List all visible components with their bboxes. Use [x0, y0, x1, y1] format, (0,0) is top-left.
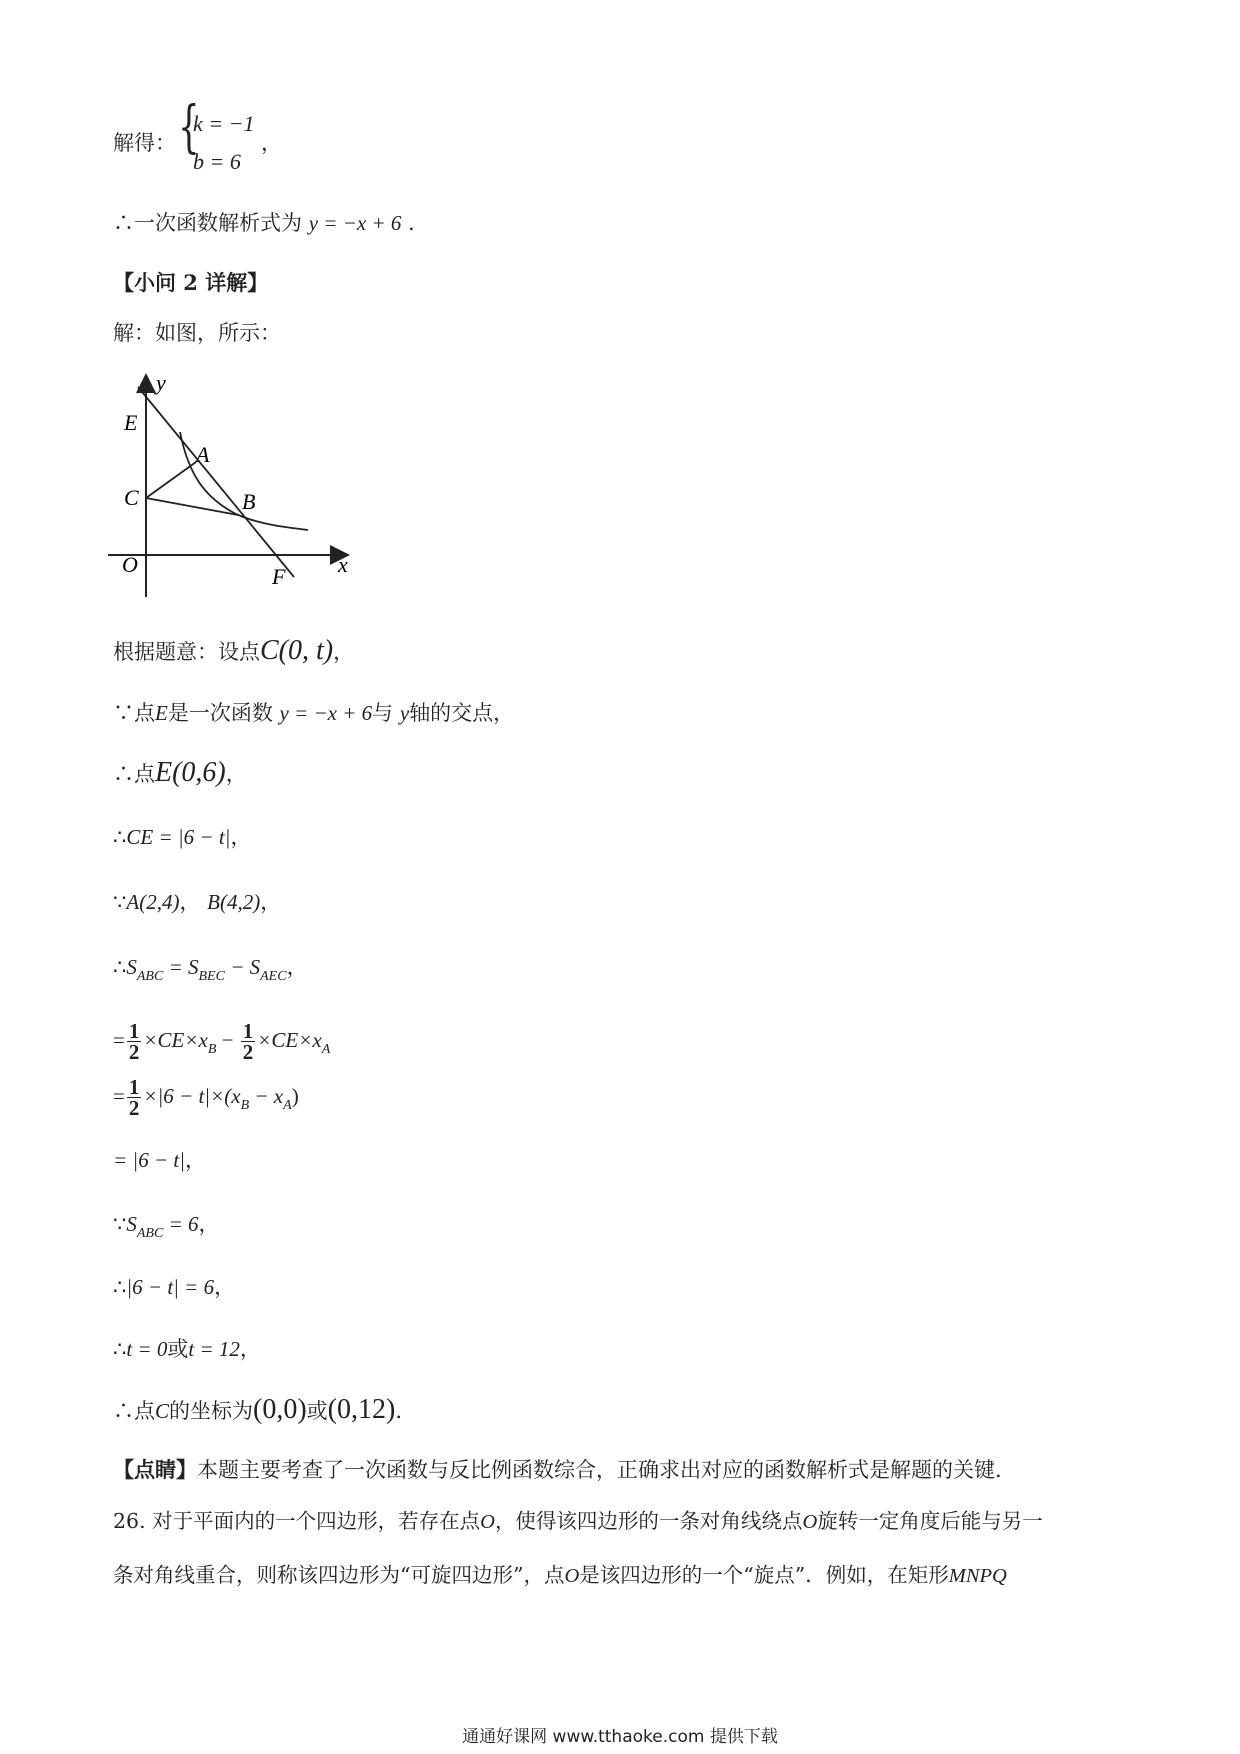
step-11-end: ，: [214, 1275, 236, 1299]
step-3-expr: E(0,6): [155, 757, 226, 788]
problem26-o3: O: [564, 1565, 580, 1587]
step-6-sub1: ABC: [136, 969, 164, 984]
step-1-expr: C(0, t): [260, 635, 334, 666]
problem26-line2: [113, 1560, 1007, 1591]
label-e: E: [124, 410, 138, 435]
fraction-num: 1: [242, 1019, 254, 1043]
step-6: [113, 952, 308, 992]
line-ef: [138, 387, 294, 577]
step-7: [113, 1018, 330, 1072]
step-13-c: C: [155, 1399, 170, 1423]
fraction-den: 2: [128, 1096, 140, 1120]
problem26-o2: O: [802, 1511, 818, 1533]
step-2-expr: y = −x + 6: [279, 701, 373, 725]
equation-k: k = −1: [193, 111, 255, 136]
coordinate-figure: [108, 372, 368, 597]
step-2-y: y: [399, 701, 410, 725]
step-12-end: ，: [239, 1337, 261, 1361]
step-10-end: ，: [198, 1212, 220, 1236]
step-13-b: (0,12): [327, 1394, 396, 1425]
label-b: B: [242, 489, 256, 514]
linear-result-prefix: ∴一次函数解析式为: [113, 211, 302, 235]
step-2-end: 轴的交点，: [409, 701, 515, 725]
step-10-s: S: [126, 1212, 137, 1236]
step-2: [113, 698, 514, 728]
step-5-sep: ，: [179, 890, 201, 914]
step-9-expr: = |6 − t|: [113, 1148, 185, 1172]
step-7-minus: −: [216, 1028, 239, 1052]
step-5-end: ，: [260, 890, 282, 914]
step-1: [113, 636, 354, 667]
problem26-o1: O: [480, 1511, 495, 1533]
section2-title: 【小问 2 详解】: [113, 270, 269, 295]
step-13-mid: 的坐标为: [169, 1399, 254, 1423]
problem26-line1: [113, 1506, 1043, 1537]
step-6-sub2: BEC: [198, 969, 225, 984]
step-6-s1: S: [126, 955, 137, 979]
step-8-suba: A: [283, 1098, 292, 1113]
step-10-prefix: ∵: [113, 1212, 127, 1236]
step-5-a: A(2,4): [126, 890, 180, 914]
step-2-prefix: ∵点: [113, 701, 155, 725]
step-12-b: t = 12: [188, 1337, 240, 1361]
step-1-end: ，: [333, 640, 355, 664]
step-7-suba: A: [321, 1042, 331, 1057]
step-11: [113, 1272, 235, 1302]
system-brace: {: [178, 95, 200, 160]
linear-result-end: .: [408, 211, 415, 235]
step-5: [113, 887, 281, 917]
step-10-sub: ABC: [136, 1226, 164, 1241]
step-6-minus: − S: [224, 955, 261, 979]
step-7-subb: B: [207, 1042, 217, 1057]
step-10-eq: = 6: [163, 1212, 199, 1236]
step-8-close: ): [291, 1084, 299, 1108]
step-2-mid: 是一次函数: [167, 701, 273, 725]
step-13: [113, 1395, 402, 1426]
step-6-eq: = S: [163, 955, 199, 979]
solve-label: 解得：: [113, 131, 176, 155]
problem26-line1-b: ，使得该四边形的一条对角线绕点: [494, 1509, 803, 1533]
fraction-den: 2: [242, 1040, 254, 1064]
step-12-prefix: ∴: [113, 1337, 127, 1361]
step-4: [113, 822, 251, 852]
step-12: [113, 1334, 261, 1364]
step-13-a: (0,0): [253, 1394, 307, 1425]
comment: [113, 1455, 1002, 1485]
solve-tail: ，: [261, 131, 282, 155]
problem26-line2-b: 是该四边形的一个“旋点”．例如，在矩形: [579, 1563, 949, 1587]
step-4-expr: CE = |6 − t|: [126, 825, 231, 849]
solve-system: [113, 95, 413, 185]
step-11-expr: |6 − t| = 6: [126, 1275, 215, 1299]
step-7-a: ×CE×x: [143, 1028, 208, 1052]
step-4-prefix: ∴: [113, 825, 127, 849]
step-13-prefix: ∴点: [113, 1399, 155, 1423]
step-12-or: 或: [167, 1337, 189, 1361]
step-11-prefix: ∴: [113, 1275, 127, 1299]
step-10: [113, 1209, 220, 1249]
step-5-prefix: ∵: [113, 890, 127, 914]
step-7-b: ×CE×x: [257, 1028, 322, 1052]
fraction-half-1: [127, 1021, 142, 1062]
fraction-half-2: [241, 1021, 256, 1062]
step-4-end: ，: [230, 825, 252, 849]
system-equations: [193, 105, 254, 181]
comment-tag: 【点睛】: [113, 1457, 197, 1482]
step-8-a: ×|6 − t|×(x: [143, 1084, 241, 1108]
problem26-line2-a: 条对角线重合，则称该四边形为“可旋四边形”，点: [113, 1563, 565, 1587]
equation-b: b = 6: [193, 149, 241, 174]
step-12-a: t = 0: [126, 1337, 168, 1361]
step-1-prefix: 根据题意：设点: [113, 640, 260, 664]
label-y: y: [156, 372, 166, 395]
segment-ca: [146, 462, 196, 498]
step-8-subb: B: [240, 1098, 250, 1113]
step-3-prefix: ∴点: [113, 762, 155, 786]
label-a: A: [196, 442, 210, 467]
problem26-line1-c: 旋转一定角度后能与另一: [817, 1509, 1043, 1533]
step-5-b: B(4,2): [207, 890, 261, 914]
label-o: O: [122, 552, 138, 577]
step-3: [113, 758, 247, 789]
step-8: [113, 1074, 299, 1128]
step-9-end: ，: [184, 1148, 206, 1172]
fraction-num: 1: [128, 1019, 140, 1043]
step-7-eq: =: [113, 1028, 125, 1052]
step-13-or: 或: [306, 1399, 328, 1423]
step-9: [113, 1145, 206, 1175]
label-f: F: [272, 564, 286, 589]
fraction-den: 2: [128, 1040, 140, 1064]
label-c: C: [124, 485, 139, 510]
step-8-minus: − x: [249, 1084, 284, 1108]
step-2-mid2: 与: [372, 701, 394, 725]
intro-text: 解：如图，所示：: [113, 321, 281, 345]
step-6-sub3: AEC: [260, 969, 287, 984]
step-3-end: ，: [225, 762, 247, 786]
fraction-num: 1: [128, 1075, 140, 1099]
problem26-mnpq: MNPQ: [948, 1565, 1007, 1587]
label-x: x: [338, 552, 348, 577]
step-13-end: .: [395, 1399, 403, 1423]
fraction-half-3: [127, 1077, 142, 1118]
problem26-line1-a: 26. 对于平面内的一个四边形，若存在点: [113, 1509, 481, 1533]
step-8-eq: =: [113, 1084, 125, 1108]
step-6-prefix: ∴: [113, 955, 127, 979]
comment-text: 本题主要考查了一次函数与反比例函数综合，正确求出对应的函数解析式是解题的关键.: [197, 1458, 1002, 1482]
step-2-e: E: [155, 701, 168, 725]
step-6-end: ，: [286, 955, 308, 979]
linear-result: [113, 208, 415, 238]
linear-result-expr: y = −x + 6: [308, 211, 402, 235]
footer-text: 通通好课网 www.tthaoke.com 提供下载: [462, 1727, 778, 1747]
